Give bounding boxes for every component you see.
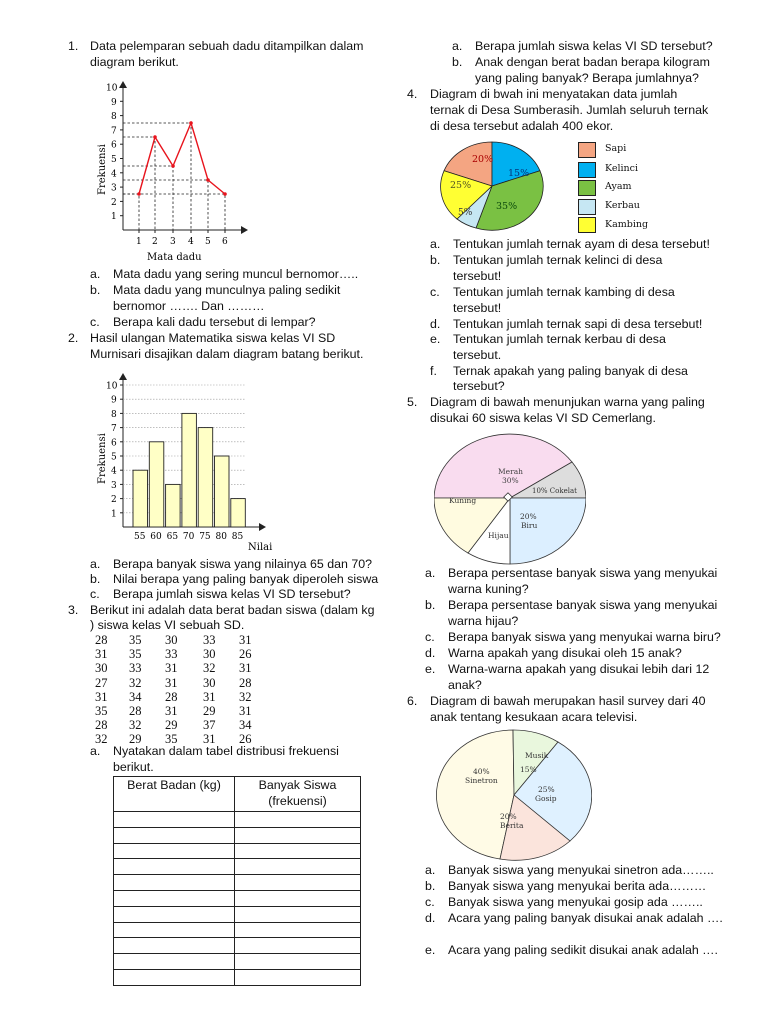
q4f-text-line1: Ternak apakah yang paling banyak di desa <box>453 364 688 378</box>
q4-label-ayam: 35% <box>496 201 518 212</box>
q4e-letter: e. <box>430 332 441 346</box>
q3a-text-line2: berikut. <box>113 760 154 774</box>
weight-value: 37 <box>203 718 216 733</box>
q2-xtick-label: 55 <box>134 532 146 542</box>
legend-swatch-kerbau <box>578 199 596 215</box>
weight-cell <box>114 938 235 954</box>
q4f-text-line2: tersebut? <box>453 379 505 393</box>
q4b-text-line1: Tentukan jumlah ternak kelinci di desa <box>453 253 663 267</box>
weight-value: 31 <box>95 647 108 662</box>
q1a-letter: a. <box>90 267 101 281</box>
legend-label-kerbau: Kerbau <box>605 200 640 211</box>
q6-label-sinetron-pct: 40% <box>473 767 490 776</box>
q1-xtick-label: 1 <box>136 237 142 247</box>
weight-value: 32 <box>129 718 142 733</box>
q1-point-3 <box>171 164 175 168</box>
weight-value: 26 <box>239 732 252 747</box>
q6d-letter: d. <box>425 911 436 925</box>
q4-label-kerbau: 5% <box>458 208 473 218</box>
q4-number: 4. <box>407 87 418 101</box>
weight-value: 33 <box>203 633 216 647</box>
q2-xtick-label: 65 <box>166 532 179 542</box>
table-row <box>114 938 361 954</box>
q2-ytick-label: 4 <box>111 466 117 477</box>
table-row <box>114 969 361 985</box>
weight-value: 29 <box>165 718 178 733</box>
q5-label-biru-pct: 20% <box>520 512 537 521</box>
q5d-letter: d. <box>425 646 436 660</box>
weight-value: 28 <box>239 675 252 690</box>
frequency-cell <box>235 938 361 954</box>
q2-ytick-label: 2 <box>111 495 117 506</box>
q4e-text-line2: tersebut. <box>453 348 502 362</box>
q6a-text: Banyak siswa yang menyukai sinetron ada…….. <box>448 863 714 877</box>
q5c-text: Berapa banyak siswa yang menyukai warna biru? <box>448 630 721 644</box>
q6-label-berita-pct: 20% <box>500 812 517 821</box>
weight-value: 31 <box>165 675 178 690</box>
table-header-weight: Berat Badan (kg) <box>114 777 235 812</box>
weight-value: 31 <box>239 661 252 676</box>
q1-ytick-label: 1 <box>111 212 117 223</box>
q2-bar-65 <box>166 484 181 527</box>
q2-bar-75 <box>198 428 213 527</box>
weight-value: 35 <box>129 633 142 647</box>
q4-text-line3: di desa tersebut adalah 400 ekor. <box>430 119 614 133</box>
q2-x-arrow <box>259 523 266 531</box>
weight-cell <box>114 843 235 859</box>
weight-value: 32 <box>129 675 142 690</box>
q5-text-line2: disukai 60 siswa kelas VI SD Cemerlang. <box>430 411 656 425</box>
q3a-text-line1: Nyatakan dalam tabel distribusi frekuensi <box>113 744 339 758</box>
weight-cell <box>114 875 235 891</box>
table-row <box>114 890 361 906</box>
weight-value: 34 <box>129 689 142 704</box>
q4b-letter: b. <box>430 253 441 267</box>
q1-point-5 <box>206 178 210 182</box>
q1-xtick-label: 2 <box>152 237 158 247</box>
q3-cont-b-text-line1: Anak dengan berat badan berapa kilogram <box>475 55 710 69</box>
q6c-text: Banyak siswa yang menyukai gosip ada …….. <box>448 895 703 909</box>
q1-point-4 <box>189 121 193 125</box>
q1-ytick-label: 7 <box>111 126 117 137</box>
q6-text-line1: Diagram di bawah merupakan hasil survey dari 40 <box>430 694 706 708</box>
weight-value: 33 <box>129 661 142 676</box>
q6c-letter: c. <box>425 895 435 909</box>
q6-slice-sinetron <box>436 730 514 859</box>
q1-line-chart <box>95 80 250 265</box>
q2c-letter: c. <box>90 587 100 601</box>
weight-value: 35 <box>95 704 108 718</box>
weight-value: 30 <box>165 633 178 647</box>
q4c-letter: c. <box>430 285 440 299</box>
weight-value: 30 <box>203 647 216 662</box>
q2-bar-80 <box>215 456 230 527</box>
q2-bar-70 <box>182 413 197 527</box>
q2a-text: Berapa banyak siswa yang nilainya 65 dan 70? <box>113 557 373 571</box>
weight-value: 32 <box>239 689 252 704</box>
weight-value: 26 <box>239 647 252 662</box>
q1-ylabel: Frekuensi <box>97 144 108 195</box>
weight-cell <box>114 812 235 828</box>
frequency-cell <box>235 954 361 970</box>
weight-value: 35 <box>165 732 178 747</box>
q4d-letter: d. <box>430 317 441 331</box>
q1-xlabel: Mata dadu <box>147 252 202 263</box>
q2-ytick-label: 3 <box>111 480 117 491</box>
table-row <box>114 843 361 859</box>
q2-ytick-label: 9 <box>111 395 117 406</box>
weight-cell <box>114 954 235 970</box>
weight-cell <box>114 922 235 938</box>
q1-ytick-label: 3 <box>111 183 117 194</box>
weight-value: 35 <box>129 647 142 662</box>
q4c-text-line2: tersebut! <box>453 301 502 315</box>
q4c-text-line1: Tentukan jumlah ternak kambing di desa <box>453 285 675 299</box>
q6-label-gosip-pct: 25% <box>538 785 555 794</box>
q1-ytick-label: 5 <box>111 155 117 165</box>
q2b-letter: b. <box>90 572 101 586</box>
table-row <box>114 906 361 922</box>
weight-value: 31 <box>239 633 252 647</box>
q2a-letter: a. <box>90 557 101 571</box>
frequency-cell <box>235 906 361 922</box>
weight-value: 32 <box>203 661 216 676</box>
weight-value: 30 <box>95 661 108 676</box>
frequency-cell <box>235 843 361 859</box>
q6e-text: Acara yang paling sedikit disukai anak adalah …. <box>448 943 719 957</box>
q5-pie-chart <box>434 430 586 566</box>
q1-point-6 <box>223 192 227 196</box>
q2-text-line2: Murnisari disajikan dalam diagram batang berikut. <box>90 347 364 361</box>
q6b-text: Banyak siswa yang menyukai berita ada……… <box>448 879 707 893</box>
q6e-letter: e. <box>425 943 436 957</box>
q6-label-sinetron: Sinetron <box>465 776 498 785</box>
q4d-text: Tentukan jumlah ternak sapi di desa tersebut! <box>453 317 703 331</box>
q1a-text: Mata dadu yang sering muncul bernomor….. <box>113 267 359 281</box>
q6-pie-chart <box>436 728 592 862</box>
q3a-letter: a. <box>90 744 101 758</box>
weight-cell <box>114 969 235 985</box>
q1-ytick-label: 8 <box>111 112 117 123</box>
q6-label-berita: Berita <box>500 821 524 830</box>
q3-number: 3. <box>68 603 79 617</box>
frequency-cell <box>235 969 361 985</box>
q5e-text-line1: Warna-warna apakah yang disukai lebih dari 12 <box>448 662 710 676</box>
q1-guide-1 <box>123 194 139 230</box>
q5-label-hijau: Hijau <box>488 531 509 540</box>
q1-xtick-label: 4 <box>188 237 194 247</box>
q4e-text-line1: Tentukan jumlah ternak kerbau di desa <box>453 332 666 346</box>
q3-text-line2: ) siswa kelas VI sebuah SD. <box>90 618 245 632</box>
q2-bar-55 <box>133 470 148 527</box>
q4a-letter: a. <box>430 237 441 251</box>
weight-value: 31 <box>165 704 178 718</box>
q1-text-line1: Data pelemparan sebuah dadu ditampilkan dalam <box>90 39 364 53</box>
q5-text-line1: Diagram di bawah menunjukan warna yang paling <box>430 395 705 409</box>
q2c-text: Berapa jumlah siswa kelas VI SD tersebut? <box>113 587 351 601</box>
q6b-letter: b. <box>425 879 436 893</box>
q4-pie-chart <box>436 140 548 232</box>
legend-label-sapi: Sapi <box>605 143 627 154</box>
table-row <box>114 812 361 828</box>
q4-text-line1: Diagram di bwah ini menyatakan data jumlah <box>430 87 678 101</box>
frequency-cell <box>235 875 361 891</box>
weight-value: 30 <box>203 675 216 690</box>
q6-label-gosip: Gosip <box>535 794 557 803</box>
q1b-text-line1: Mata dadu yang munculnya paling sedikit <box>113 283 341 297</box>
q2-bar-60 <box>149 442 164 527</box>
q1b-text-line2: bernomor ……. Dan ……… <box>113 299 265 313</box>
weight-cell <box>114 827 235 843</box>
q5e-text-line2: anak? <box>448 678 482 692</box>
legend-label-kelinci: Kelinci <box>605 163 639 174</box>
weight-value: 34 <box>239 718 252 733</box>
weight-value: 31 <box>203 689 216 704</box>
q1c-text: Berapa kali dadu tersebut di lempar? <box>113 315 316 329</box>
q2-y-arrow <box>119 373 127 380</box>
q4b-text-line2: tersebut! <box>453 269 502 283</box>
q1-ytick-label: 10 <box>106 83 118 94</box>
legend-swatch-kelinci <box>578 162 596 178</box>
q2-xlabel: Nilai <box>248 542 273 553</box>
q6-label-musik: Musik <box>525 751 549 760</box>
table-row <box>114 922 361 938</box>
weight-cell <box>114 859 235 875</box>
q2-bar-85 <box>231 499 246 527</box>
weight-cell <box>114 906 235 922</box>
q4-text-line2: ternak di Desa Sumberasih. Jumlah seluruh ternak <box>430 103 709 117</box>
q1-number: 1. <box>68 39 79 53</box>
q5-label-kuning: Kuning <box>449 496 477 505</box>
q2-ytick-label: 8 <box>111 409 117 420</box>
q4f-letter: f. <box>430 364 437 378</box>
weight-cell <box>114 890 235 906</box>
legend-label-ayam: Ayam <box>605 181 632 192</box>
weight-value: 31 <box>95 689 108 704</box>
legend-swatch-kambing <box>578 217 596 233</box>
q3-text-line1: Berikut ini adalah data berat badan siswa (dalam kg <box>90 603 375 617</box>
legend-label-kambing: Kambing <box>605 219 649 230</box>
q5c-letter: c. <box>425 630 435 644</box>
q2-xtick-label: 60 <box>150 532 162 542</box>
q1-ytick-label: 6 <box>111 140 117 151</box>
table-row <box>114 954 361 970</box>
weight-value: 28 <box>95 718 108 733</box>
q1-guide-6 <box>123 194 225 230</box>
q6-number: 6. <box>407 694 418 708</box>
q3-cont-a-letter: a. <box>452 39 463 53</box>
q1-x-arrow <box>241 226 248 234</box>
q5d-text: Warna apakah yang disukai oleh 15 anak? <box>448 646 682 660</box>
q1-point-1 <box>137 192 141 196</box>
q4a-text: Tentukan jumlah ternak ayam di desa tersebut! <box>453 237 710 251</box>
q5-label-merah-pct: 30% <box>502 476 519 485</box>
q5b-letter: b. <box>425 598 436 612</box>
q1b-letter: b. <box>90 283 101 297</box>
weight-value: 31 <box>239 704 252 718</box>
q1-ytick-label: 4 <box>111 169 117 180</box>
legend-swatch-sapi <box>578 142 596 158</box>
table-row <box>114 859 361 875</box>
q5a-letter: a. <box>425 566 436 580</box>
frequency-cell <box>235 890 361 906</box>
q2-text-line1: Hasil ulangan Matematika siswa kelas VI SD <box>90 331 336 345</box>
q1-ytick-label: 2 <box>111 197 117 208</box>
q1-text-line2: diagram berikut. <box>90 55 179 69</box>
frequency-table <box>113 776 361 986</box>
q1-ytick-label: 9 <box>111 97 117 108</box>
q5a-text-line2: warna kuning? <box>448 582 529 596</box>
q2-xtick-label: 85 <box>231 532 244 542</box>
q1c-letter: c. <box>90 315 100 329</box>
q2b-text: Nilai berapa yang paling banyak diperoleh siswa <box>113 572 379 586</box>
weight-value: 32 <box>95 732 108 747</box>
weight-value: 28 <box>165 689 178 704</box>
q2-xtick-label: 70 <box>182 532 195 542</box>
q2-bar-chart <box>95 372 275 557</box>
q5-number: 5. <box>407 395 418 409</box>
q6a-letter: a. <box>425 863 436 877</box>
weight-value: 28 <box>129 704 142 718</box>
q1-xtick-label: 6 <box>222 237 228 247</box>
q6-label-musik-pct: 15% <box>520 765 537 774</box>
q4-label-kelinci: 15% <box>508 168 530 179</box>
frequency-cell <box>235 922 361 938</box>
table-row <box>114 875 361 891</box>
table-row <box>114 827 361 843</box>
q2-ytick-label: 10 <box>106 381 118 392</box>
q3-cont-b-text-line2: yang paling banyak? Berapa jumlahnya? <box>475 71 699 85</box>
frequency-cell <box>235 812 361 828</box>
q5-label-cokelat: 10% Cokelat <box>532 487 577 495</box>
q2-ytick-label: 1 <box>111 509 117 520</box>
weight-value: 31 <box>203 732 216 747</box>
q1-point-2 <box>153 135 157 139</box>
q5b-text-line1: Berapa persentase banyak siswa yang menyukai <box>448 598 718 612</box>
q6d-text: Acara yang paling banyak disukai anak adalah …. <box>448 911 723 925</box>
q1-guide-5 <box>123 180 208 230</box>
q4-label-kambing: 25% <box>450 180 472 191</box>
q5-slice-biru <box>510 498 586 564</box>
q3-cont-a-text: Berapa jumlah siswa kelas VI SD tersebut? <box>475 39 713 53</box>
q1-xtick-label: 3 <box>170 237 176 247</box>
q2-xtick-label: 80 <box>215 532 227 542</box>
q2-ylabel: Frekuensi <box>97 433 108 484</box>
q2-ytick-label: 5 <box>111 452 117 463</box>
weight-value: 27 <box>95 675 108 690</box>
frequency-cell <box>235 859 361 875</box>
q1-xtick-label: 5 <box>205 237 211 247</box>
q5-label-merah: Merah <box>498 467 524 476</box>
q2-ytick-label: 6 <box>111 438 117 449</box>
weight-value: 31 <box>165 661 178 676</box>
q4-label-sapi: 20% <box>472 154 494 165</box>
q5-label-biru: Biru <box>521 521 538 530</box>
weight-value: 29 <box>129 732 142 747</box>
table-header-frequency: Banyak Siswa (frekuensi) <box>235 777 361 812</box>
q2-xtick-label: 75 <box>199 532 211 542</box>
q6-text-line2: anak tentang kesukaan acara televisi. <box>430 710 638 724</box>
q5b-text-line2: warna hijau? <box>448 614 519 628</box>
q2-number: 2. <box>68 331 79 345</box>
q4-legend <box>578 142 668 234</box>
q1-data-line <box>139 123 225 194</box>
q2-ytick-label: 7 <box>111 424 117 435</box>
frequency-cell <box>235 827 361 843</box>
weight-value: 29 <box>203 704 216 718</box>
weight-value: 33 <box>165 647 178 662</box>
weight-value: 28 <box>95 633 108 647</box>
q3-cont-b-letter: b. <box>452 55 463 69</box>
q1-guide-3 <box>123 166 173 230</box>
legend-swatch-ayam <box>578 180 596 196</box>
q5e-letter: e. <box>425 662 436 676</box>
q5a-text-line1: Berapa persentase banyak siswa yang menyukai <box>448 566 718 580</box>
